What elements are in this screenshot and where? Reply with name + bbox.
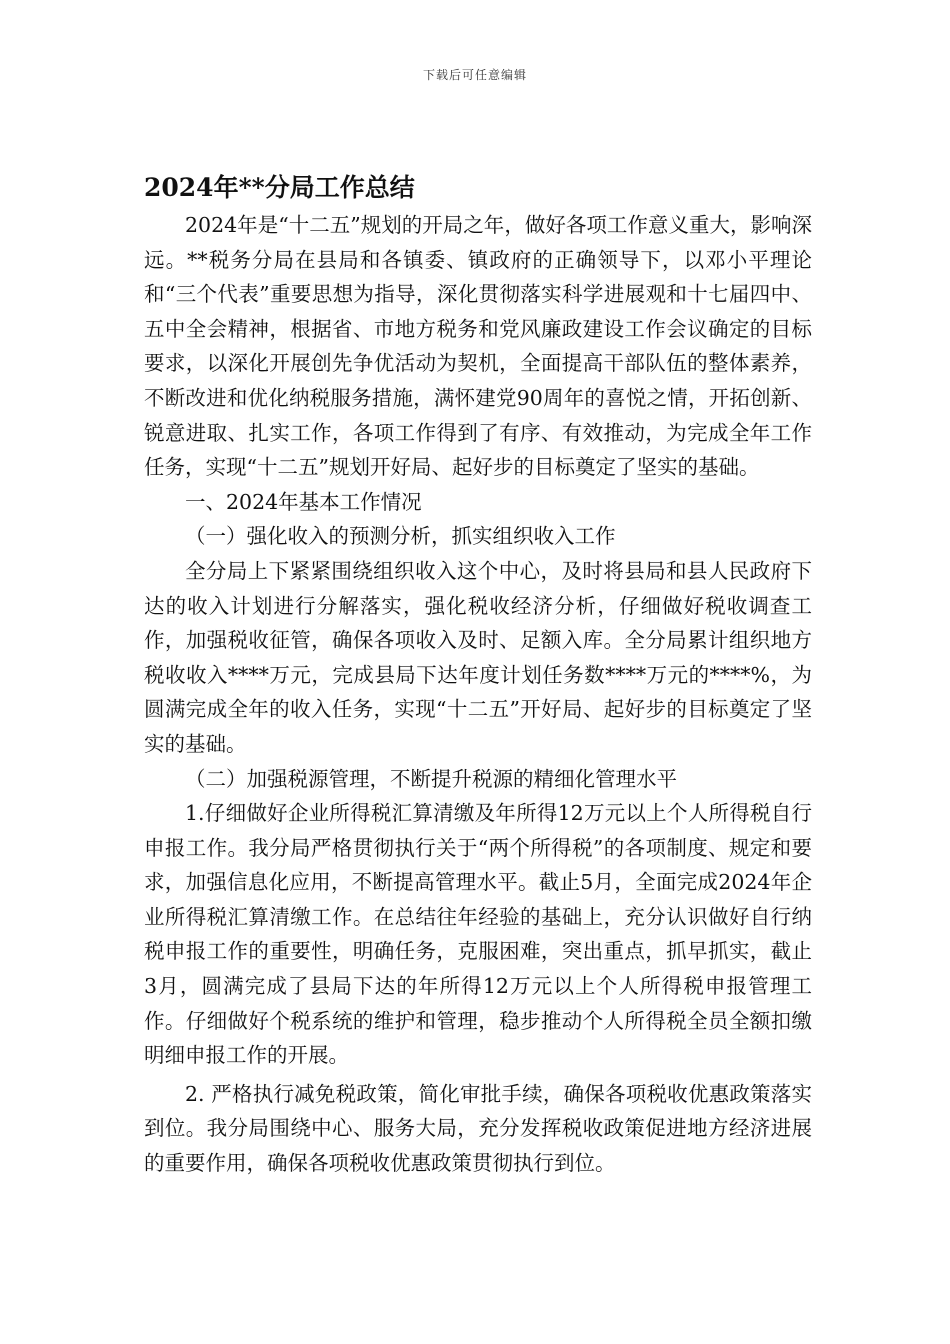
- subsection-heading-revenue-forecast: （一）强化收入的预测分析，抓实组织收入工作: [185, 524, 616, 549]
- page-header-note: 下载后可任意编辑: [422, 68, 527, 82]
- subsection-heading-tax-source-management: （二）加强税源管理，不断提升税源的精细化管理水平: [185, 766, 677, 791]
- paragraph-income-tax-settlement: 1.仔细做好企业所得税汇算清缴及年所得12万元以上个人所得税自行申报工作。我分局严格贯彻执行关于“两个所得税”的各项制度、规定和要求，加强信息化应用，不断提高管理水平。截止5月，全面完成2024年企业所得税汇算清缴工作。在总结往年经验的基础上，充分认识做好自行纳税申报工作的重要性，明确任务，克服困难，突出重点，抓早抓实，截止3月，圆满完成了县局下达的年所得12万元以上个人所得税申报管理工作。仔细做好个税系统的维护和管理，稳步推动个人所得税全员全额扣缴明细申报工作的开展。: [144, 801, 812, 1068]
- paragraph-tax-relief-policy: 2. 严格执行减免税政策，简化审批手续，确保各项税收优惠政策落实到位。我分局围绕中心、服务大局，充分发挥税收政策促进地方经济进展的重要作用，确保各项税收优惠政策贯彻执行到位。: [144, 1081, 812, 1176]
- paragraph-intro: 2024年是“十二五”规划的开局之年，做好各项工作意义重大，影响深远。**税务分局在县局和各镇委、镇政府的正确领导下，以邓小平理论和“三个代表”重要思想为指导，深化贯彻落实科学进展观和十七届四中、五中全会精神，根据省、市地方税务和党风廉政建设工作会议确定的目标要求，以深化开展创先争优活动为契机，全面提高干部队伍的整体素养，不断改进和优化纳税服务措施，满怀建党90周年的喜悦之情，开拓创新、锐意进取、扎实工作，各项工作得到了有序、有效推动，为完成全年工作任务，实现“十二五”规划开好局、起好步的目标奠定了坚实的基础。: [144, 213, 812, 480]
- document-title: 2024年**分局工作总结: [144, 173, 415, 202]
- paragraph-revenue: 全分局上下紧紧围绕组织收入这个中心，及时将县局和县人民政府下达的收入计划进行分解落实，强化税收经济分析，仔细做好税收调查工作，加强税收征管，确保各项收入及时、足额入库。全分局累计组织地方税收收入****万元，完成县局下达年度计划任务数****万元的****%，为圆满完成全年的收入任务，实现“十二五”开好局、起好步的目标奠定了坚实的基础。: [144, 558, 812, 756]
- section-heading-basic-work: 一、2024年基本工作情况: [185, 489, 422, 514]
- document-body: [144, 168, 812, 1181]
